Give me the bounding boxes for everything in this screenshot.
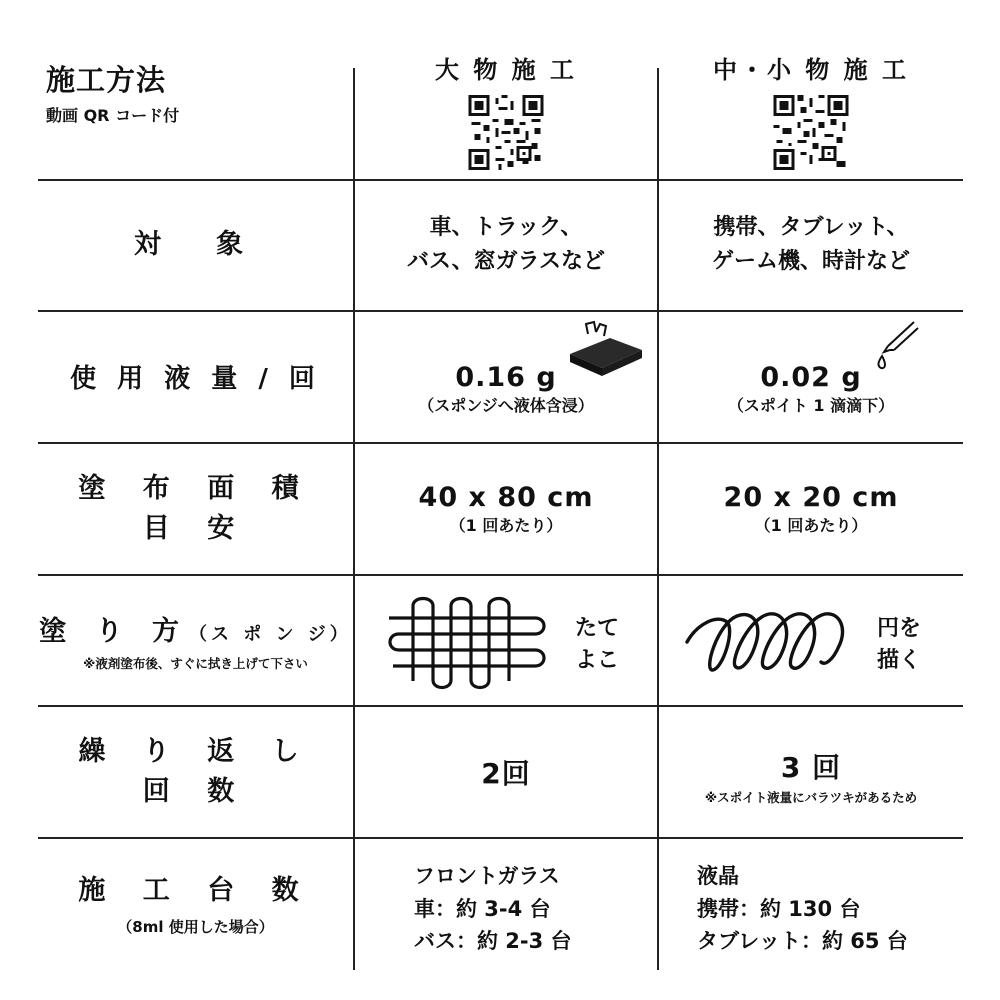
area-large-value: 40 x 80 cm xyxy=(418,481,594,513)
column-header-large xyxy=(355,50,657,170)
qr-code-icon[interactable] xyxy=(468,95,544,170)
dropper-icon xyxy=(870,320,920,372)
target-small-line1: 携帯、タブレット、 xyxy=(713,214,909,240)
grid-stroke-icon xyxy=(385,596,550,690)
method-small-line1: 円を xyxy=(877,616,922,641)
method-large-line1: たて xyxy=(575,616,620,641)
count-large-line3: バス：約 2-3 台 xyxy=(414,929,572,954)
method-label-paren: （ス ポ ン ジ） xyxy=(189,623,352,645)
repeat-large-value: 2回 xyxy=(481,756,531,790)
row-label-line1: 塗 布 面 積 xyxy=(78,473,313,505)
usage-small-note: （スポイト 1 滴滴下） xyxy=(727,395,895,415)
row-label-repeat xyxy=(38,706,353,837)
target-small-cell xyxy=(659,180,963,310)
repeat-small-value: 3 回 xyxy=(780,750,842,784)
area-large-cell xyxy=(355,443,657,574)
count-small-list xyxy=(697,860,908,958)
repeat-large-cell xyxy=(355,706,657,837)
method-small-line2: 描く xyxy=(877,647,922,673)
count-large-list xyxy=(414,860,572,958)
target-large-line1: 車、トラック、 xyxy=(429,214,583,240)
area-small-value: 20 x 20 cm xyxy=(723,481,899,513)
target-large-line2: バス、窓ガラスなど xyxy=(406,249,605,274)
qr-code-icon[interactable] xyxy=(773,95,849,170)
row-label-line2: 回 数 xyxy=(142,775,249,807)
method-large-text xyxy=(575,613,619,677)
count-small-line3: タブレット：約 65 台 xyxy=(697,929,908,954)
method-note: ※液剤塗布後、すぐに拭き上げて下さい xyxy=(83,655,308,671)
row-label-line2: 目 安 xyxy=(142,512,249,544)
header-title-block xyxy=(46,58,179,126)
row-label-line1: 繰 り 返 し xyxy=(78,736,313,768)
row-label-target xyxy=(38,180,353,310)
area-small-cell xyxy=(659,443,963,574)
row-label-count xyxy=(38,838,353,970)
usage-small-value: 0.02 g xyxy=(760,361,862,393)
row-label-text: 対 象 xyxy=(134,229,257,261)
target-large-cell xyxy=(355,180,657,310)
column-title-large: 大 物 施 工 xyxy=(434,56,578,84)
usage-large-note: （スポンジへ液体含浸） xyxy=(418,395,594,415)
method-label: 塗 り 方 xyxy=(39,615,189,647)
count-small-line2: 携帯：約 130 台 xyxy=(697,896,861,921)
repeat-small-cell xyxy=(659,706,963,837)
column-header-small xyxy=(659,50,963,170)
page-subtitle: 動画 QR コード付 xyxy=(46,106,180,125)
count-small-line1: 液晶 xyxy=(697,864,739,888)
repeat-small-note: ※スポイト液量にバラツキがあるため xyxy=(704,789,918,805)
usage-large-value: 0.16 g xyxy=(455,361,557,393)
row-label-area xyxy=(38,443,353,574)
area-small-note: （1 回あたり） xyxy=(754,515,868,535)
row-label-text: 使 用 液 量 / 回 xyxy=(70,364,321,394)
column-title-small: 中・小 物 施 工 xyxy=(712,56,910,84)
row-label-usage xyxy=(38,311,353,442)
count-label-note: （8ml 使用した場合） xyxy=(117,918,274,937)
row-label-method xyxy=(38,575,353,705)
method-label-line xyxy=(39,609,352,648)
sponge-icon xyxy=(566,320,644,382)
page-title: 施工方法 xyxy=(46,63,167,97)
spiral-stroke-icon xyxy=(683,606,858,678)
count-large-line2: 車：約 3-4 台 xyxy=(414,896,551,921)
count-large-line1: フロントガラス xyxy=(414,864,560,888)
target-small-line2: ゲーム機、時計など xyxy=(711,249,910,274)
area-large-note: （1 回あたり） xyxy=(449,515,563,535)
method-small-text xyxy=(877,613,921,677)
method-large-line2: よこ xyxy=(575,647,620,673)
row-label-text: 施 工 台 数 xyxy=(78,874,313,906)
